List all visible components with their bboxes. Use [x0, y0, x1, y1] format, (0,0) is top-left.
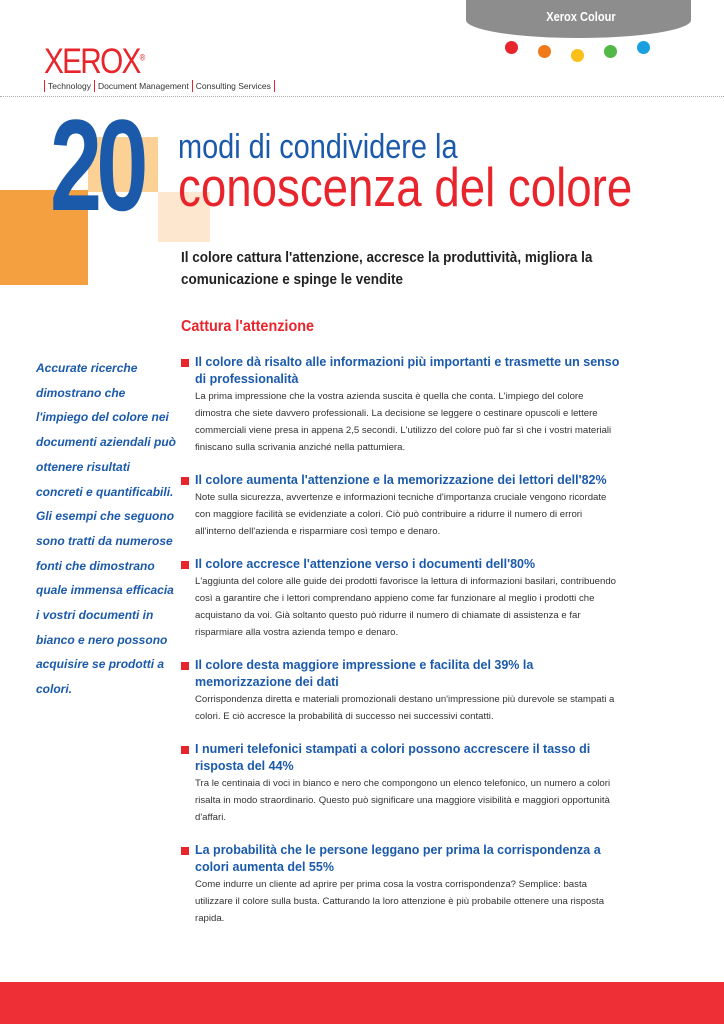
list-item	[181, 741, 621, 826]
item-list	[181, 354, 621, 943]
item-body: Note sulla sicurezza, avvertenze e informazioni tecniche d'importanza cruciale vengono ricordate con maggiore facilità se evidenziate a colori. Ciò può contribuire a ridurre il numero di errori all'interno dell'azienda e risparmiare così tempo e denaro.	[195, 492, 607, 537]
tab-label: Xerox Colour	[546, 9, 616, 24]
item-body: L'aggiunta del colore alle guide dei prodotti favorisce la lettura di informazioni basilari, contribuendo così a garantire che i lettori comprendano appieno come far funzionare al meglio i prodotti che acquistano da voi. Già soltanto questo può ridurre il numero di chiamate di assistenza e far risparmiare alla vostra azienda tempo e denaro.	[195, 576, 617, 638]
xerox-logo: XEROX®	[44, 42, 146, 81]
dot-green	[604, 45, 617, 58]
item-body: La prima impressione che la vostra azienda suscita è quella che conta. L'impiego del colore dimostra che siete davvero professionali. La decisione se leggere o cestinare opuscoli e lettere commerciali viene presa in appena 2,5 secondi. L'utilizzo del colore può far sì che i vostri materiali finiscano sulla scrivania anziché nella pattumiera.	[195, 391, 612, 453]
title-number: 20	[50, 92, 143, 238]
tag-consulting: Consulting Services	[192, 80, 275, 92]
tag-technology: Technology	[44, 80, 94, 92]
list-item	[181, 842, 621, 927]
list-item	[181, 556, 621, 641]
item-body: Tra le centinaia di voci in bianco e nero che compongono un elenco telefonico, un numero a colori risalta in modo straordinario. Questo può significare una maggiore visibilità e maggiori opportunità d'affari.	[195, 778, 611, 823]
dot-orange	[538, 45, 551, 58]
item-heading: Il colore desta maggiore impressione e facilita del 39% la memorizzazione dei dati	[195, 658, 534, 689]
item-heading: I numeri telefonici stampati a colori possono accrescere il tasso di risposta del 44%	[195, 742, 591, 773]
item-heading: La probabilità che le persone leggano per prima la corrispondenza a colori aumenta del 55%	[195, 843, 601, 874]
bullet-icon	[181, 847, 189, 855]
bullet-icon	[181, 662, 189, 670]
item-heading: Il colore aumenta l'attenzione e la memorizzazione dei lettori dell'82%	[195, 473, 607, 487]
item-body: Come indurre un cliente ad aprire per prima cosa la vostra corrispondenza? Semplice: basta utilizzare il colore sulla busta. Catturando la loro attenzione è più probabile ottenere una risposta rapida.	[195, 879, 605, 924]
tag-document-management: Document Management	[94, 80, 192, 92]
list-item	[181, 472, 621, 540]
title-line1: modi di condividere la	[178, 128, 458, 166]
tagline	[44, 80, 275, 92]
list-item	[181, 657, 621, 725]
bullet-icon	[181, 561, 189, 569]
bullet-icon	[181, 477, 189, 485]
xerox-colour-tab	[466, 0, 691, 38]
item-heading: Il colore accresce l'attenzione verso i documenti dell'80%	[195, 557, 536, 571]
title-line2: conoscenza del colore	[178, 156, 633, 218]
section-heading: Cattura l'attenzione	[181, 318, 315, 335]
list-item	[181, 354, 621, 456]
item-heading: Il colore dà risalto alle informazioni più importanti e trasmette un senso di professionalità	[195, 355, 620, 386]
bullet-icon	[181, 746, 189, 754]
subtitle: Il colore cattura l'attenzione, accresce la produttività, migliora la comunicazione e spinge le vendite	[181, 249, 593, 288]
dot-yellow	[571, 49, 584, 62]
bullet-icon	[181, 359, 189, 367]
item-body: Corrispondenza diretta e materiali promozionali destano un'impressione più durevole se stampati a colori. E ciò accresce la probabilità di successo nei successivi contatti.	[195, 694, 615, 722]
sidebar-quote: Accurate ricerche dimostrano che l'impiego del colore nei documenti aziendali può ottenere risultati concreti e quantificabili. Gli esempi che seguono sono tratti da numerose fonti che dimostrano quale immensa efficacia i vostri documenti in bianco e nero possono acquisire se prodotti a colori.	[36, 361, 177, 697]
footer-band	[0, 982, 724, 1024]
dot-red	[505, 41, 518, 54]
dot-blue	[637, 41, 650, 54]
